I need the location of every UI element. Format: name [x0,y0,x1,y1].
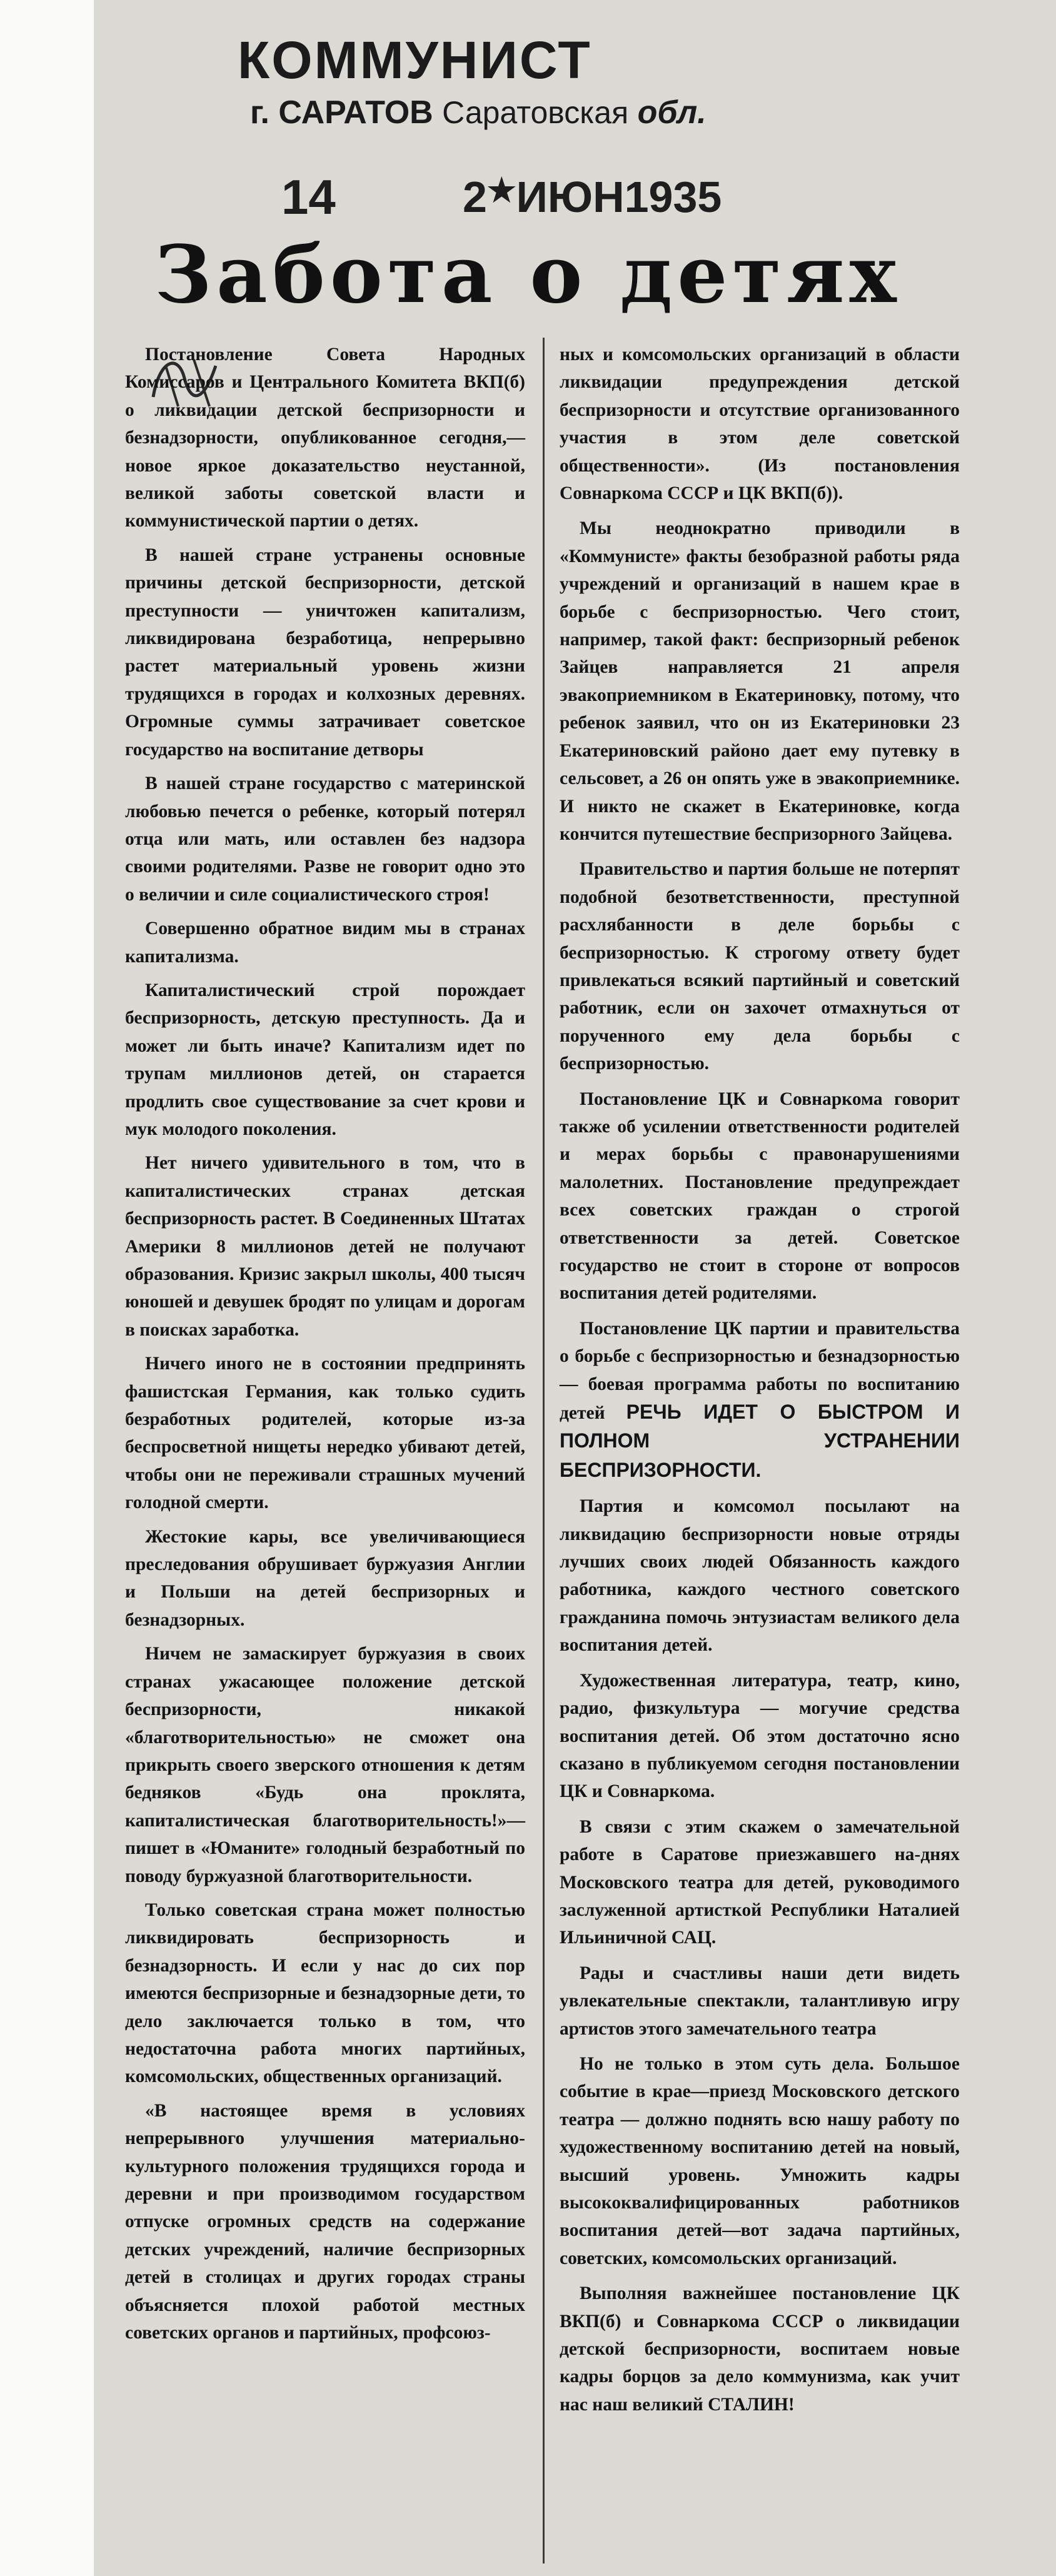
article-paragraph: Рады и счастливы наши дети видеть увлекательные спектакли, талантливую игру артистов этого замечательного театра [560,1963,960,2039]
article-paragraph: Нет ничего удивительного в том, что в капиталистических странах детская беспризорность растет. В Соединенных Штатах Америки 8 миллионов детей не получают образования. Кризис закрыл школы, 400 тысяч юношей и девушек бродят по улицам и дорогам в поисках заработка. [125,1153,525,1340]
article-paragraph: В связи с этим скажем о замечательной работе в Саратове приезжавшего на-днях Московского театра для детей, руководимого заслуженной артисткой Республики Наталией Ильиничной САЦ. [560,1816,960,1948]
article-paragraph: Художественная литература, театр, кино, радио, физкультура — могучие средства воспитания детей. Об этом достаточно ясно сказано в публикуемом сегодня постановлении ЦК и Совнаркома. [560,1670,960,1802]
article-paragraph-text: Постановление ЦК партии и правительства о борьбе с беспризорностью и безнадзорностью — боевая программа работы по воспитанию детей [560,1318,960,1424]
masthead-region-suffix: обл. [637,94,707,131]
article-column-right [560,341,960,2418]
article-paragraph: Ничего иного не в состоянии предпринять фашистская Германия, как только судить безработных родителей, которые из-за беспросветной нищеты нередко убивают детей, чтобы они не переживали страшных мучений голодной смерти. [125,1354,525,1513]
article-paragraph: Только советская страна может полностью ликвидировать беспризорность и безнадзорность. И если у нас до сих пор имеются беспризорные и безнадзорные дети, то дело заключается только в том, что недостаточна работа многих партийных, комсомольских, общественных организаций. [125,1899,525,2087]
article-paragraph: Мы неоднократно приводили в «Коммунисте» факты безобразной работы ряда учреждений и организаций в нашем крае в борьбе с беспризорностью. Чего стоит, например, такой факт: беспризорный ребенок Зайцев направляется 21 апреля эвакоприемником в Екатериновку, потому, что ребенок заявил, что он из Екатериновки 23 Екатериновский районо дает ему путевку в сельсовет, а 26 он опять уже в эвакоприемнике. И никто не скажет в Екатериновке, когда кончится путешествие беспризорного Зайцева. [560,518,960,844]
article-paragraph: В нашей стране государство с материнской любовью печется о ребенке, который потерял отца или мать, или оставлен без надзора своими родителями. Разве не говорит одно это о величии и силе социалистического строя! [125,773,525,905]
article-paragraph: Жестокие кары, все увеличивающиеся преследования обрушивает буржуазия Англии и Польши на детей беспризорных и безнадзорных. [125,1526,525,1630]
article-paragraph: ных и комсомольских организаций в области ликвидации предупреждения детской беспризорности и отсутствие организованного участия в этом деле советской общественности». (Из постановления Совнаркома СССР и ЦК ВКП(б)). [560,345,960,504]
article-paragraph: «В настоящее время в условиях непрерывного улучшения материально-культурного положения трудящихся города и деревни и при производимом государством отпуске огромных средств на содержание детских учреждений, наличие беспризорных детей в столицах и других городах страны объясняется плохой работой местных советских органов и партийных, профсоюз- [125,2100,525,2343]
article-headline: Забота о детях [154,228,902,321]
article-paragraph: Капиталистический строй порождает беспризорность, детскую преступность. Да и может ли быть иначе? Капитализм идет по трупам миллионов детей, он старается продлить свое существование за счет крови и мук молодого поколения. [125,980,525,1139]
article-paragraph: Выполняя важнейшее постановление ЦК ВКП(б) и Совнаркома СССР о ликвидации детской беспризорности, воспитаем новые кадры борцов за дело коммунизма, как учит нас наш великий СТАЛИН! [560,2283,960,2415]
article-paragraph: Партия и комсомол посылают на ликвидацию беспризорности новые отряды лучших своих людей Обязанность каждого работника, каждого честного советского гражданина помочь энтузиастам великого дела воспитания детей. [560,1496,960,1656]
date-year: 1935 [624,173,722,221]
article-paragraph: Правительство и партия больше не потерпят подобной безответственности, преступной расхлябанности в деле борьбы с беспризорностью. К строгому ответу будет привлекаться всякий партийный и советский работник, если он захочет отмахнуться от порученного ему дела борьбы с беспризорностью. [560,859,960,1074]
article-column-left [125,341,525,2347]
page-margin [0,0,94,2576]
emphasis-text: РЕЧЬ ИДЕТ О БЫСТРОМ И ПОЛНОМ УСТРАНЕНИИ БЕСПРИЗОРНОСТИ. [560,1401,960,1481]
column-divider [543,338,545,2563]
article-paragraph: Но не только в этом суть дела. Большое событие в крае—приезд Московского детского театра — должно поднять всю нашу работу по художественному воспитанию детей на новый, высший уровень. Умножить кадры высококвалифицированных работников воспитания детей—вот задача партийных, советских, комсомольских организаций. [560,2053,960,2268]
masthead-region: Саратовская [442,95,629,130]
date-day: 2 [463,173,487,221]
article-paragraph: В нашей стране устранены основные причины детской беспризорности, детской преступности — уничтожен капитализм, ликвидирована безработица, непрерывно растет материальный уровень жизни трудящихся в городах и колхозных деревнях. Огромные суммы затрачивает советское государство на воспитание детворы [125,545,525,760]
issue-number: 14 [281,169,336,224]
article-paragraph: Постановление Совета Народных Комиссаров и Центрального Комитета ВКП(б) о ликвидации детской беспризорности и безнадзорности, опубликованное сегодня,—новое яркое доказательство неустанной, великой заботы советской власти и коммунистической партии о детях. [125,345,525,531]
masthead-newspaper-name: КОММУНИСТ [238,31,592,89]
date-month: ИЮН [516,173,625,221]
article-paragraph: Совершенно обратное видим мы в странах капитализма. [125,918,525,967]
article-paragraph [560,1315,960,1485]
article-paragraph: Ничем не замаскирует буржуазия в своих странах ужасающее положение детской беспризорности, никакой «благотворительностью» не сможет она прикрыть своего зверского отношения к детям бедняков «Будь она проклята, капиталистическая благотворительность!»—пишет в «Юманите» голодный безработный по поводу буржуазной благотворительности. [125,1644,525,1886]
masthead-location [250,94,707,131]
star-icon: ★ [486,173,516,209]
article-paragraph: Постановление ЦК и Совнаркома говорит также об усилении ответственности родителей и мерах борьбы с правонарушениями малолетних. Постановление предупреждает всех советских граждан о строгой ответственности за детей. Советское государство не стоит в стороне от вопросов воспитания детей родителями. [560,1089,960,1304]
masthead-city: г. САРАТОВ [250,94,433,131]
issue-date [463,172,722,222]
